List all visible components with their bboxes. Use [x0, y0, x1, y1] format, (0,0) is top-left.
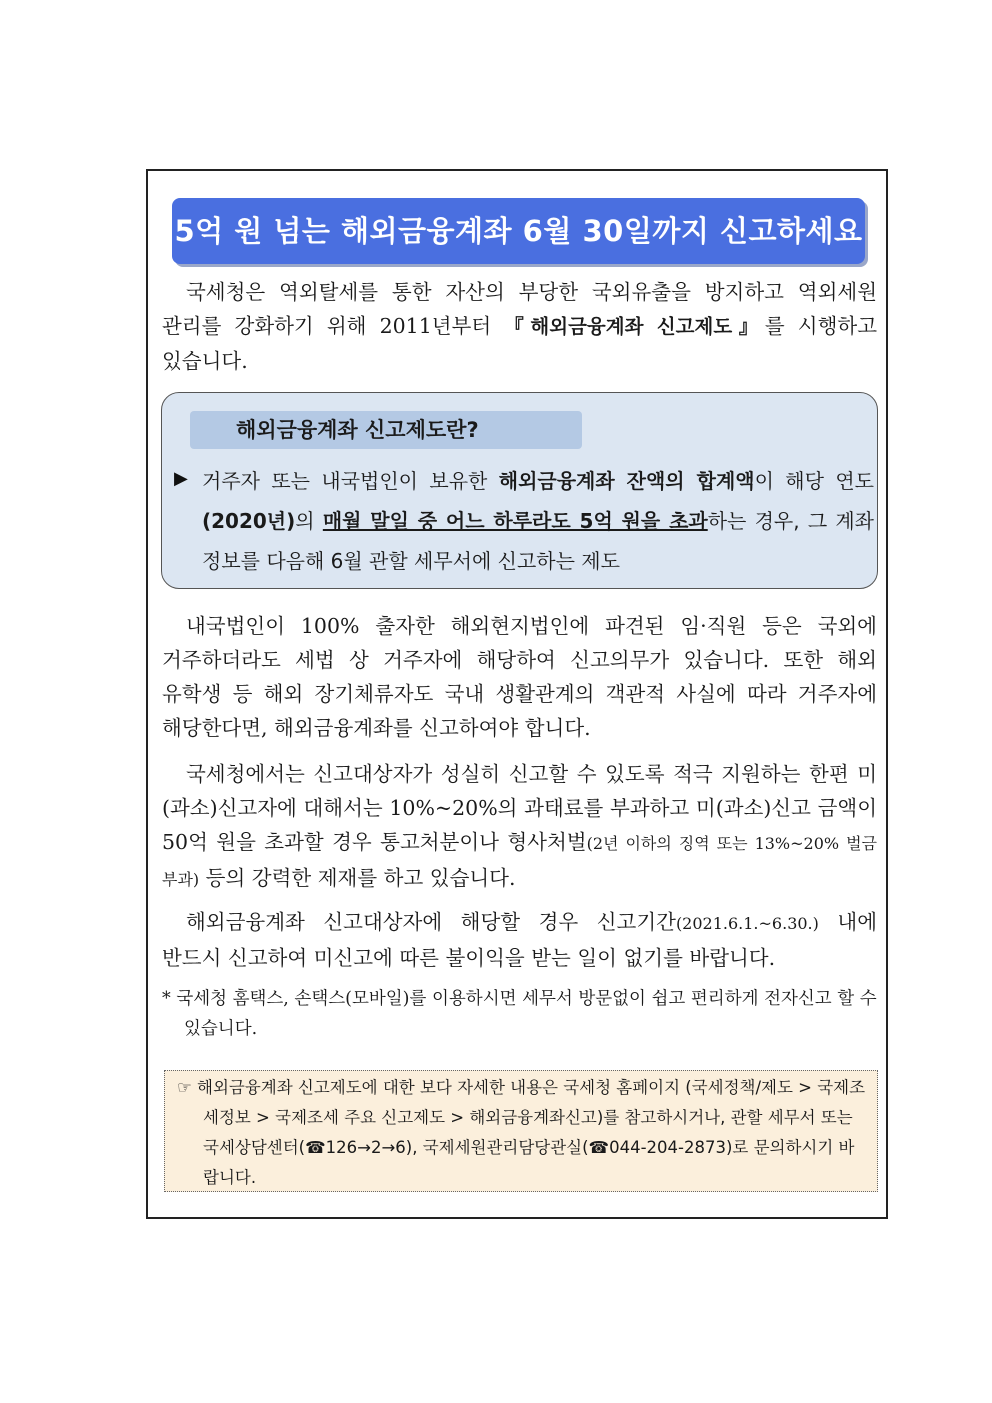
definition-box	[161, 392, 878, 589]
penalty-text-end: 등의 강력한 제재를 하고 있습니다.	[199, 866, 516, 890]
intro-text-end: 를 시행하고 있습니다.	[162, 314, 878, 373]
page-title: 5억 원 넘는 해외금융계좌 6월 30일까지 신고하세요	[172, 198, 865, 264]
reference-box: ☞ 해외금융계좌 신고제도에 대한 보다 자세한 내용은 국세청 홈페이지 (국세정책/제도 > 국제조세정보 > 국제조세 주요 신고제도 > 해외금융계좌신고)를 참고하시거나, 관할 세무서 또는 국세상담센터(☎126→2→6), 국제세원관리담당관실(☎044-204-2873)로 문의하시기 바랍니다.	[164, 1070, 878, 1192]
def-text-1: 거주자 또는 내국법인이 보유한	[202, 469, 499, 493]
def-text-3: 의	[295, 509, 323, 533]
deadline-paragraph	[162, 905, 877, 975]
def-underline-threshold: 매월 말일 중 어느 하루라도 5억 원을 초과	[322, 509, 708, 533]
penalty-small-text: (2년 이하의 징역 또는 13%~20% 벌금 부과)	[162, 834, 877, 889]
intro-text: 국세청은 역외탈세를 통한 자산의 부당한 국외유출을 방지하고 역외세원 관리를 강화하기 위해 2011년부터	[162, 280, 877, 338]
penalty-paragraph	[162, 757, 877, 897]
deadline-text-end: 내에 반드시 신고하여 미신고에 따른 불이익을 받는 일이 없기를 바랍니다.	[162, 910, 877, 970]
notice-frame	[146, 169, 888, 1219]
def-text-2: 이 해당 연도	[754, 469, 874, 493]
def-bold-balance: 해외금융계좌 잔액의 합계액	[498, 469, 755, 493]
intro-paragraph	[162, 275, 877, 378]
deadline-period: (2021.6.1.~6.30.)	[675, 914, 819, 933]
deadline-text: 해외금융계좌 신고대상자에 해당할 경우 신고기간	[186, 910, 676, 934]
penalty-text: 국세청에서는 신고대상자가 성실히 신고할 수 있도록 적극 지원하는 한편 미(과소)신고자에 대해서는 10%~20%의 과태료를 부과하고 미(과소)신고 금액이 50억 원을 초과할 경우 통고처분이나 형사처벌	[162, 762, 877, 854]
intro-bold-program: 『해외금융계좌 신고제도』	[504, 315, 765, 338]
definition-text	[202, 461, 874, 581]
residents-paragraph	[162, 609, 877, 745]
bullet-arrow-icon: ▶	[174, 468, 188, 489]
def-bold-year: (2020년)	[202, 509, 296, 533]
residents-text: 내국법인이 100% 출자한 해외현지법인에 파견된 임·직원 등은 국외에 거주하더라도 세법 상 거주자에 해당하여 신고의무가 있습니다. 또한 해외 유학생 등 해외 장기체류자도 국내 생활관계의 객관적 사실에 따라 거주자에 해당한다면, 해외금융계좌를 신고하여야 합니다.	[162, 614, 877, 740]
definition-heading: 해외금융계좌 신고제도란?	[190, 411, 582, 449]
hometax-note: * 국세청 홈택스, 손택스(모바일)를 이용하시면 세무서 방문없이 쉽고 편리하게 전자신고 할 수 있습니다.	[162, 989, 877, 1039]
def-text-4: 하는 경우, 그 계좌 정보를 다음해 6월 관할 세무서에 신고하는 제도	[202, 509, 875, 573]
